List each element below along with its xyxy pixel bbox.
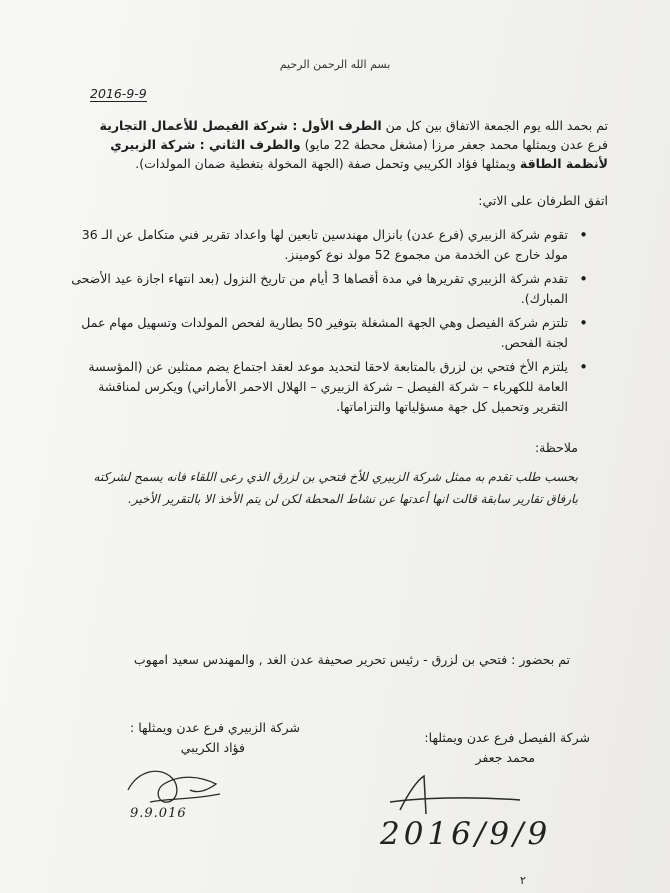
handwritten-signature-left <box>120 760 240 812</box>
list-item: • تقدم شركة الزبيري تقريرها في مدة أقصاها 3 أيام من تاريخ النزول (بعد انتهاء اجازة عيد الأضحى المبارك). <box>60 269 590 309</box>
list-item: • تقوم شركة الزبيري (فرع عدن) بانزال مهندسين تابعين لها واعداد تقرير فني متكامل عن الـ 36 مولد خارج عن الخدمة من مجموع 52 مولد نوع كومينز. <box>60 225 590 265</box>
note-heading: ملاحظة: <box>534 440 578 455</box>
basmala: بسم الله الرحمن الرحيم <box>279 58 391 71</box>
handwritten-signature-right <box>380 770 530 820</box>
intro-part1: تم بحمد الله يوم الجمعة الاتفاق بين كل من <box>381 118 608 133</box>
signature-title: شركة الزبيري فرع عدن ويمثلها : <box>130 720 300 735</box>
signature-title: شركة الفيصل فرع عدن ويمثلها: <box>424 730 590 745</box>
party2-label: والطرف الثاني : شركة الزبيري لأنظمة الطاقة <box>110 137 608 171</box>
agreement-items <box>60 225 590 421</box>
agreement-intro <box>80 116 608 173</box>
document-date: 2016-9-9 <box>90 86 147 101</box>
signatory-name: فؤاد الكريبي <box>180 740 245 755</box>
signature-block-alfaisal <box>330 728 590 768</box>
party1-label: الطرف الأول : شركة الفيصل للأعمال التجارية <box>99 118 382 133</box>
list-item: • يلتزم الأخ فتحي بن لزرق بالمتابعة لاحقا لتحديد موعد لعقد اجتماع يضم ممثلين عن (المؤسسة العامة للكهرباء – شركة الفيصل – شركة الزبيري – الهلال الاحمر الأماراتي) ويكرس لمناقشة التقرير وتحميل كل جهة مسؤلياتها والتزاماتها. <box>60 357 590 417</box>
signature-block-alzubairi <box>90 718 300 758</box>
signature-date-left: 9.9.016 <box>130 806 187 821</box>
agreed-heading: اتفق الطرفان على الاتي: <box>478 193 608 208</box>
intro-part3: ويمثلها فؤاد الكريبي وتحمل صفة (الجهة المخولة بتغطية ضمان المولدات). <box>135 156 520 171</box>
signatory-name: محمد جعفر <box>475 750 535 765</box>
list-item: • تلتزم شركة الفيصل وهي الجهة المشغلة بتوفير 50 بطارية لفحص المولدات وتسهيل مهام عمل لجنة الفحص. <box>60 313 590 353</box>
signature-date-right: 2016/9/9 <box>380 816 552 852</box>
witness-line: تم بحضور : فتحي بن لزرق - رئيس تحرير صحيفة عدن الغد , والمهندس سعيد امهوب <box>133 652 570 667</box>
page-number: ٢ <box>520 874 526 887</box>
note-text: بحسب طلب تقدم به ممثل شركة الزبيري للأخ فتحي بن لزرق الذي رعى اللقاء فانه يسمح لشركته بارفاق تقارير سابقة قالت انها أعدتها عن نشاط المحطة لكن لن يتم الأخذ الا بالتقرير الأخير. <box>93 470 578 506</box>
intro-part2: فرع عدن ويمثلها محمد جعفر مرزا (مشغل محطة 22 مايو) <box>300 137 608 152</box>
